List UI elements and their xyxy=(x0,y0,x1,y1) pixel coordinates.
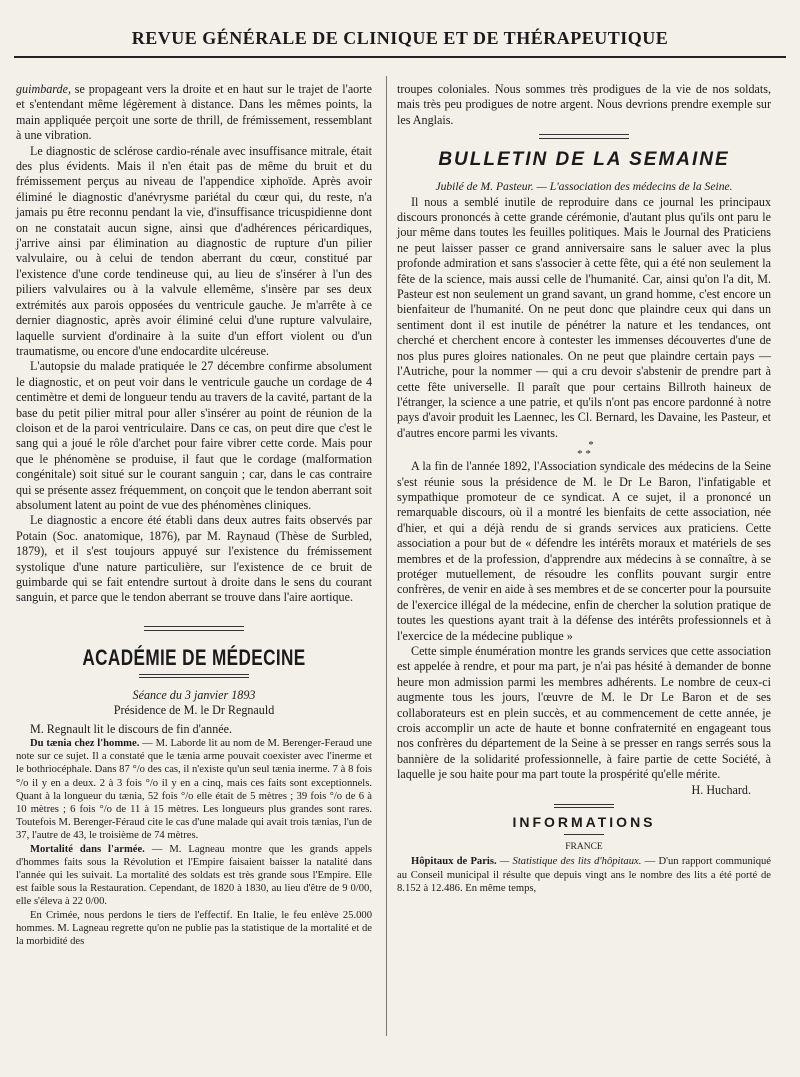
left-column xyxy=(16,82,372,948)
academie-paragraph-2 xyxy=(16,737,372,843)
bulletin-subhead: Jubilé de M. Pasteur. — L'association des médecins de la Seine. xyxy=(435,180,733,194)
hopitaux-subheading: — Statistique des lits d'hôpitaux. xyxy=(496,856,642,868)
tenia-heading: Du tænia chez l'homme. xyxy=(30,738,140,750)
left-paragraph-1-text: se propageant vers la droite et en haut sur le trajet de l'aorte et s'entendant même légèrement à distance. Dans les mêmes points, la main appliquée perçoit une sorte de thrill, de frémissement, ressemblant à une vibration. xyxy=(16,82,372,143)
left-paragraph-2: Le diagnostic de sclérose cardio-rénale avec insuffisance mitrale, était des plus évidents. Mais il n'en était pas de même du bruit et du frémissement perçus au niveau de l'appendice xiphoïde. Après avoir éliminé le diagnostic d'anévrysme pariétal du cœur qui, du reste, n'a jamais pu être reconnu pendant la vie, d'insuffisance tricuspidienne dont on ne constatait aucun signe, ainsi que d'adhérences péricardiques, j'arrive ainsi par élimination au diagnostic de rupture d'un pilier valvulaire, ou à celui de tendon aberrant du cœur, constitué par l'existence d'une corde tendineuse qui, au lieu de s'insérer à l'un des piliers valvulaires ou à la valvule ellemême, s'insère par ses deux extrémités aux parois opposées du ventricule gauche. Je m'arrête à ce dernier diagnostic, après avoir éliminé celui d'une rupture valvulaire, laquelle survient d'ordinaire à la suite d'un effort violent ou d'un traumatisme, ou encore d'une endocardite ulcéreuse. xyxy=(16,143,372,358)
academie-title: ACADÉMIE DE MÉDECINE xyxy=(82,644,306,670)
presidence: Présidence de M. le Dr Regnauld xyxy=(113,703,275,718)
academie-paragraph-4: En Crimée, nous perdons le tiers de l'effectif. En Italie, le feu enlève 25.000 hommes. M. Lagneau regrette qu'on ne publie pas la statistique de la mortalité et de la morbidité des xyxy=(16,909,372,948)
right-column xyxy=(397,82,771,895)
left-paragraph-1 xyxy=(16,82,372,144)
mortalite-text: — M. Lagneau montre que les grands appels d'hommes faits sous la Révolution et l'Empire faisaient baisser la natalité dans l'année qui les suivait. La mortalité des soldats est très grande sous l'Empire. Elle est faible sous la Restauration. Cependant, de 1820 à 1830, au lieu d'être de 9 0/00, elle s'éleva à 22 0/00. xyxy=(16,843,372,908)
bulletin-paragraph-1: Il nous a semblé inutile de reproduire dans ce journal les principaux discours prononcés à cette grande cérémonie, d'autant plus qu'ils ont paru le jour même dans toutes les feuilles politiques. Mais le Journal des Praticiens ne peut laisser passer ce grand anniversaire sans le saluer avec la plus profonde admiration et sans s'associer à cette fête, qui a été non seulement la fête de la science, mais aussi celle de l'humanité. Car, ainsi qu'on l'a dit, M. Pasteur est non seulement un grand savant, un grand homme, c'est encore un bienfaiteur de l'humanité. On ne peut donc que plaindre ceux qui dans un sentiment dont il est inutile de pénétrer la nature et les tendances, ont cherché et cherchent encore à contester les immenses découvertes d'une de nos plus pures gloires nationales. On ne peut que plaindre certain pays — l'Autriche, pour la nommer — qui a cru devoir s'abstenir de prendre part à cette fête universelle. Il paraît que pour certains Billroth haineux de l'étranger, la science a une patrie, et qu'ils n'ont pas encore pardonné à notre pays d'avoir produit les Laennec, les Cl. Bernard, les Davaine, les Pasteur, et d'autres encore parmi les vivants. xyxy=(397,194,771,440)
column-divider xyxy=(386,76,387,1036)
left-paragraph-3: L'autopsie du malade pratiquée le 27 décembre confirme absolument le diagnostic, et on peut voir dans le ventricule gauche un cordage de 4 centimètre et demi de longueur tendu au travers de la cavité, partant de la base du petit pilier mitral pour aller s'insérer au point de réunion de la cloison et de la paroi ventriculaire. Dans ce cas, on peut dire que c'est le sang qui a joué le rôle d'archet pour faire vibrer cette corde. Mais pour que le phénomène se produise, il faut que le cordage (malformation congénitale) soit situé sur le courant sanguin ; car, dans le cas contraire qui se présente assez fréquemment, on conçoit que le tendon aberrant soit absolument latent au point de vue des phénomènes cliniques. xyxy=(16,359,372,512)
right-paragraph-0: troupes coloniales. Nous sommes très prodigues de la vie de nos soldats, mais très peu prodigues de notre argent. Nous devrions prendre exemple sur les Anglais. xyxy=(397,82,771,127)
mortalite-heading: Mortalité dans l'armée. xyxy=(30,843,145,855)
running-header: REVUE GÉNÉRALE DE CLINIQUE ET DE THÉRAPEUTIQUE xyxy=(131,28,669,48)
header-rule xyxy=(14,56,786,58)
informations-title: INFORMATIONS xyxy=(512,814,656,831)
seance-date: Séance du 3 janvier 1893 xyxy=(132,687,256,702)
asterism: * * * xyxy=(577,439,594,461)
country-label: FRANCE xyxy=(565,842,603,853)
signature: H. Huchard. xyxy=(691,782,751,797)
bulletin-paragraph-2: A la fin de l'année 1892, l'Association syndicale des médecins de la Seine s'est réunie sous la présidence de M. le Dr Le Baron, l'infatigable et sympathique promoteur de ce syndicat. A ce sujet, il a prononcé un remarquable discours, où il a montré les bienfaits de cette association, née d'hier, et qui a déjà rendu de si grands services aux praticiens. Cette association a pour but de « défendre les intérêts moraux et matériels de ses membres et de la profession, d'apprendre aux médecins à se connaître, à se protéger mutuellement, de résoudre les conflits pouvant surgir entre confrères, de venir en aide à ses membres et de se concerter pour la poursuite de l'exercice illégal de la médecine, enfin de chercher la solution pratique de toutes les questions ayant trait à la défense des intérêts professionnels et à l'exercice de la médecine publique » xyxy=(397,459,771,643)
academie-paragraph-3 xyxy=(16,843,372,909)
academie-paragraph-1: M. Regnault lit le discours de fin d'année. xyxy=(30,721,233,736)
bulletin-paragraph-3: Cette simple énumération montre les grands services que cette association est appelée à rendre, et pour ma part, je n'ai pas hésité à demander de bonne heure mon admission parmi les membres adhérents. Le nombre de ceux-ci augmente tous les jours, l'œuvre de M. le Dr Le Baron et de ses collaborateurs est en plein succès, et au commencement de cette année, je crois accomplir un acte de haute et bonne confraternité en engageant tous nos confrères du département de la Seine à se presser en rangs serrés sous la bannière de la solidarité professionnelle, à faire partie de cette Société, à laquelle je sou haite pour ma part toute la prospérité qu'elle mérite. xyxy=(397,644,771,782)
hopitaux-heading: Hôpitaux de Paris. xyxy=(411,856,497,868)
informations-paragraph xyxy=(397,855,771,895)
hopitaux-text: — D'un rapport communiqué au Conseil municipal il résulte que depuis vingt ans le nombre des lits a été porté de 8.152 à 12.486. En même temps, xyxy=(397,856,771,894)
italic-word: guimbarde, xyxy=(16,82,71,96)
bulletin-title: BULLETIN DE LA SEMAINE xyxy=(438,149,730,171)
left-paragraph-4: Le diagnostic a encore été établi dans deux autres faits observés par Potain (Soc. anatomique, 1876), par M. Raynaud (Thèse de Surbled, 1879), et il s'est toujours appuyé sur l'existence du frémissement systolique d'une nature particulière, sur l'existence de ce bruit de guimbarde qui se fait entendre surtout à droite dans le sens du courant sanguin, et parce que le tendon aberrant se trouve dans l'aire aortique. xyxy=(16,513,372,605)
tenia-text: — M. Laborde lit au nom de M. Berenger-Feraud une note sur ce sujet. Il a constaté que le tænia arme pouvait coexister avec l'inerme et le bothriocéphale. Dans 87 °/o des cas, il n'existe qu'un seul tænia inerme. 7 à 8 fois °/o il y en a deux. 2 à 3 fois °/o il y en a cinq, mais ces faits sont exceptionnels. Quant à la longueur du tænia, 52 fois °/o elle était de 5 mètres ; 39 fois °/o de 6 à 10 mètres ; 6 fois °/o de 11 à 15 mètres. Les longueurs plus grandes sont rares. Toutefois M. Berenger-Féraud cite le cas d'une malade qui avait trois tænias, l'un de 37, l'autre de 43, le troisième de 74 mètres. xyxy=(16,738,372,842)
